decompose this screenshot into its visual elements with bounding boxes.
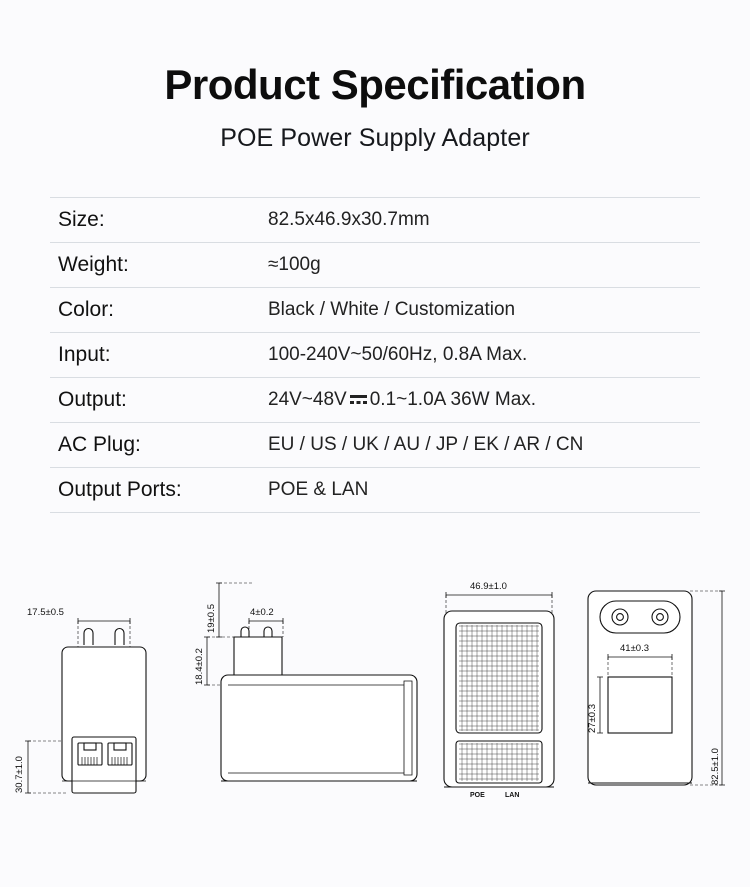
technical-drawings (0, 545, 750, 887)
drawing-back-view (588, 591, 725, 785)
spec-label-output-ports: Output Ports: (50, 468, 268, 513)
dim-back-inner-width: 41±0.3 (620, 643, 649, 654)
table-row (50, 288, 700, 333)
output-current-text: 0.1~1.0A 36W Max. (369, 389, 537, 411)
label-lan-port: LAN (505, 792, 520, 799)
dim-side-pin-height: 19±0.5 (206, 604, 217, 633)
page-header (0, 0, 750, 153)
spec-value-size: 82.5x46.9x30.7mm (268, 198, 700, 243)
spec-value-weight: ≈100g (268, 243, 700, 288)
output-voltage-text: 24V~48V (268, 389, 347, 411)
label-poe-port: POE (470, 792, 485, 799)
spec-value-ac-plug: EU / US / UK / AU / JP / EK / AR / CN (268, 423, 700, 468)
dim-front-height: 30.7±1.0 (14, 756, 25, 793)
spec-value-output (268, 378, 700, 423)
drawing-top-view (444, 592, 554, 787)
dim-back-height: 82.5±1.0 (710, 748, 721, 785)
spec-label-ac-plug: AC Plug: (50, 423, 268, 468)
table-row (50, 378, 700, 423)
dc-current-icon (350, 395, 367, 406)
table-row (50, 423, 700, 468)
spec-label-size: Size: (50, 198, 268, 243)
page-title: Product Specification (164, 61, 586, 108)
drawing-side-view (204, 583, 417, 781)
spec-value-color: Black / White / Customization (268, 288, 700, 333)
spec-value-output-ports: POE & LAN (268, 468, 700, 513)
spec-label-weight: Weight: (50, 243, 268, 288)
dim-side-pin-width: 4±0.2 (250, 607, 274, 618)
spec-label-color: Color: (50, 288, 268, 333)
table-row (50, 333, 700, 378)
page-subtitle: POE Power Supply Adapter (220, 124, 530, 153)
table-row (50, 198, 700, 243)
dim-side-pin-base: 18.4±0.2 (194, 648, 205, 685)
dim-top-width: 46.9±1.0 (470, 581, 507, 592)
spec-value-input: 100-240V~50/60Hz, 0.8A Max. (268, 333, 700, 378)
spec-label-output: Output: (50, 378, 268, 423)
table-row (50, 243, 700, 288)
dim-front-width: 17.5±0.5 (27, 607, 64, 618)
table-row (50, 468, 700, 513)
specification-table (50, 197, 700, 513)
spec-label-input: Input: (50, 333, 268, 378)
drawing-front-view (25, 618, 146, 793)
dim-back-inner-height: 27±0.3 (587, 704, 598, 733)
